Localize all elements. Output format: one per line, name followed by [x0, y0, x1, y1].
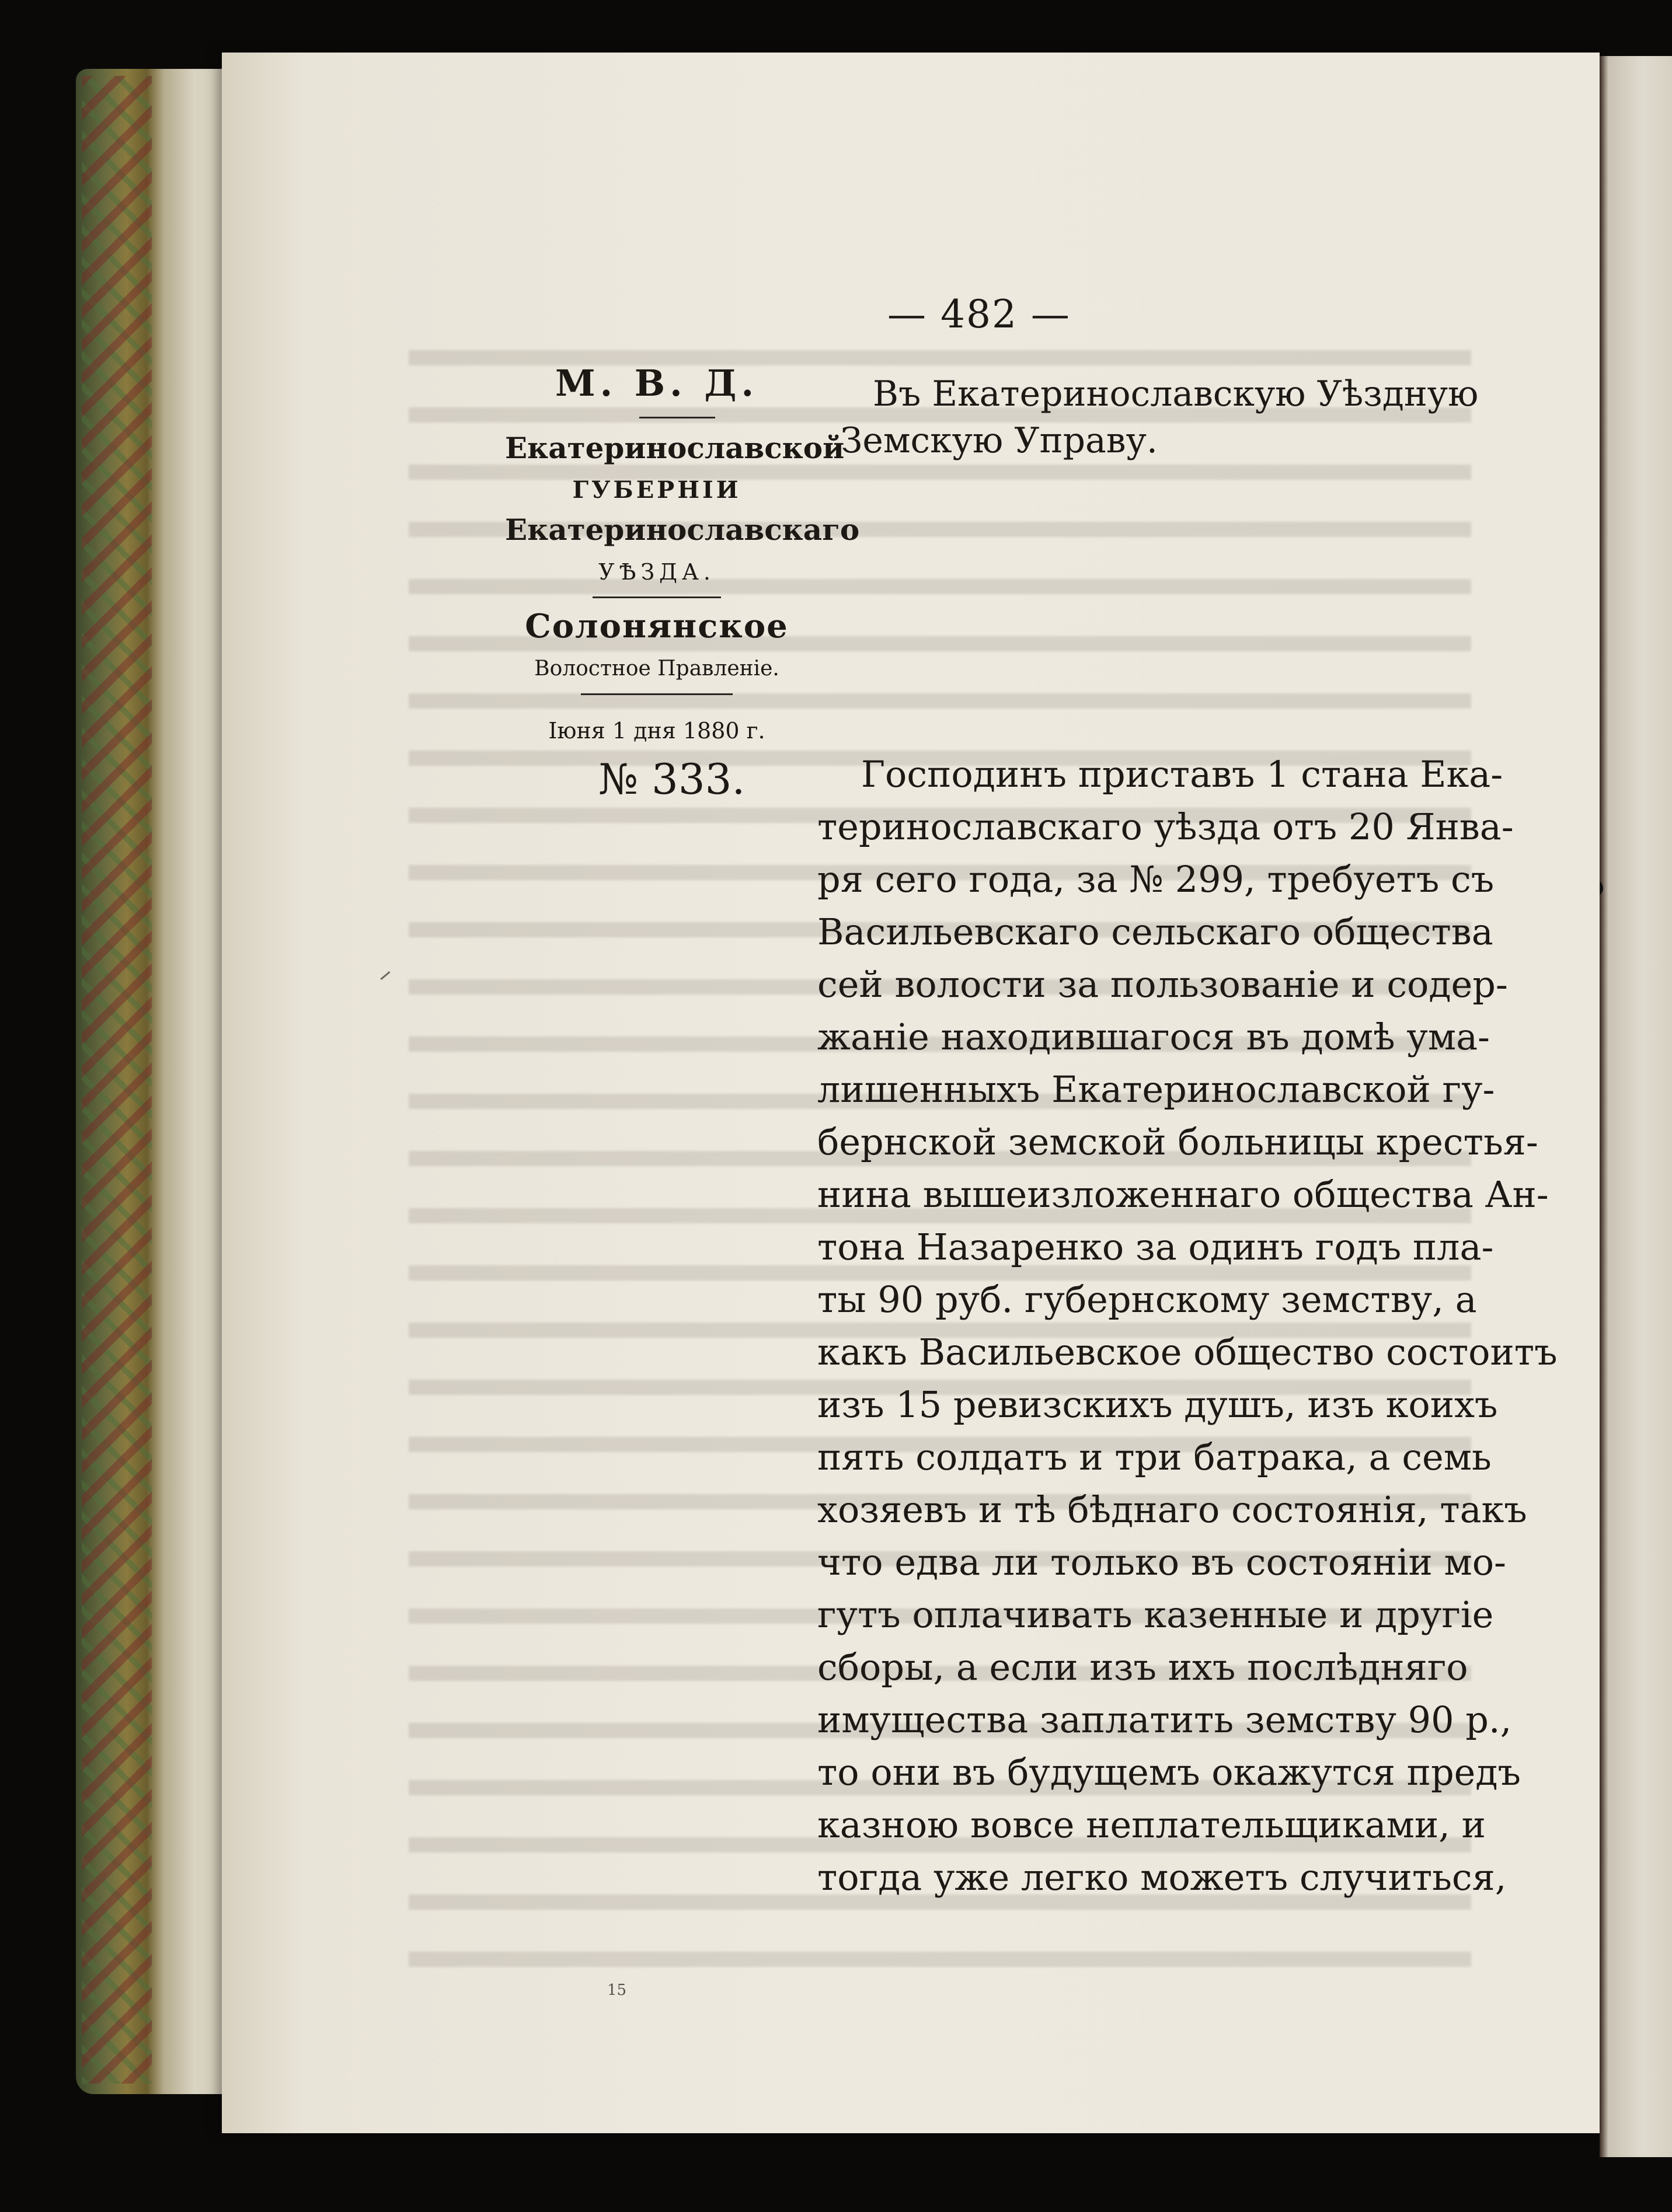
volost-board: Волостное Правленіе.	[534, 657, 779, 681]
body-line: тона Назаренко за одинъ годъ пла-	[817, 1226, 1494, 1268]
page-mark: 15	[607, 1981, 627, 1999]
document-number: № 333.	[598, 755, 746, 804]
body-line: Васильевскаго сельскаго общества	[817, 910, 1493, 953]
body-line: Господинъ приставъ 1 стана Ека-	[861, 753, 1503, 796]
district-word: УѢЗДА.	[598, 559, 715, 585]
facing-page-edge	[1600, 56, 1672, 2157]
body-line: лишенныхъ Екатеринославской гу-	[817, 1068, 1495, 1111]
marbled-binding	[82, 76, 152, 2084]
body-line: казною вовсе неплательщиками, и	[817, 1803, 1486, 1846]
province-word: ГУБЕРНІИ	[572, 476, 741, 504]
page-number: — 482 —	[887, 292, 1071, 337]
body-line: нина вышеизложеннаго общества Ан-	[817, 1173, 1549, 1216]
province-name: Екатеринославской	[505, 431, 845, 465]
body-line: жаніе находившагося въ домѣ ума-	[817, 1016, 1490, 1058]
divider-line	[581, 693, 733, 695]
divider-line	[593, 596, 721, 598]
body-line: пять солдатъ и три батрака, а семь	[817, 1436, 1492, 1478]
addressee-line-2: Земскую Управу.	[841, 420, 1158, 461]
district-name: Екатеринославскаго	[505, 512, 860, 547]
volost-name: Солонянское	[525, 607, 789, 646]
body-line: хозяевъ и тѣ бѣднаго состоянія, такъ	[817, 1488, 1527, 1531]
body-line: имущества заплатить земству 90 р.,	[817, 1698, 1512, 1741]
document-date: Іюня 1 дня 1880 г.	[548, 718, 765, 744]
body-line: гутъ оплачивать казенные и другіе	[817, 1593, 1494, 1636]
body-line: ря сего года, за № 299, требуетъ съ	[817, 858, 1495, 901]
body-line: тогда уже легко можетъ случиться,	[817, 1856, 1507, 1899]
body-line: что едва ли только въ состояніи мо-	[817, 1541, 1506, 1583]
ministry-abbrev: М. В. Д.	[555, 362, 759, 404]
body-line: какъ Васильевское общество состоитъ	[817, 1331, 1558, 1373]
body-line: то они въ будущемъ окажутся предъ	[817, 1751, 1521, 1794]
divider-line	[639, 417, 715, 418]
body-line: изъ 15 ревизскихъ душъ, изъ коихъ	[817, 1383, 1498, 1426]
body-line: бернской земской больницы крестья-	[817, 1121, 1538, 1163]
body-line: сборы, а если изъ ихъ послѣдняго	[817, 1646, 1468, 1688]
addressee-line-1: Въ Екатеринославскую Уѣздную	[873, 374, 1479, 414]
body-line: ты 90 руб. губернскому земству, а	[817, 1278, 1477, 1321]
body-line: сей волости за пользованіе и содер-	[817, 963, 1508, 1006]
body-line: теринославскаго уѣзда отъ 20 Янва-	[817, 805, 1514, 848]
